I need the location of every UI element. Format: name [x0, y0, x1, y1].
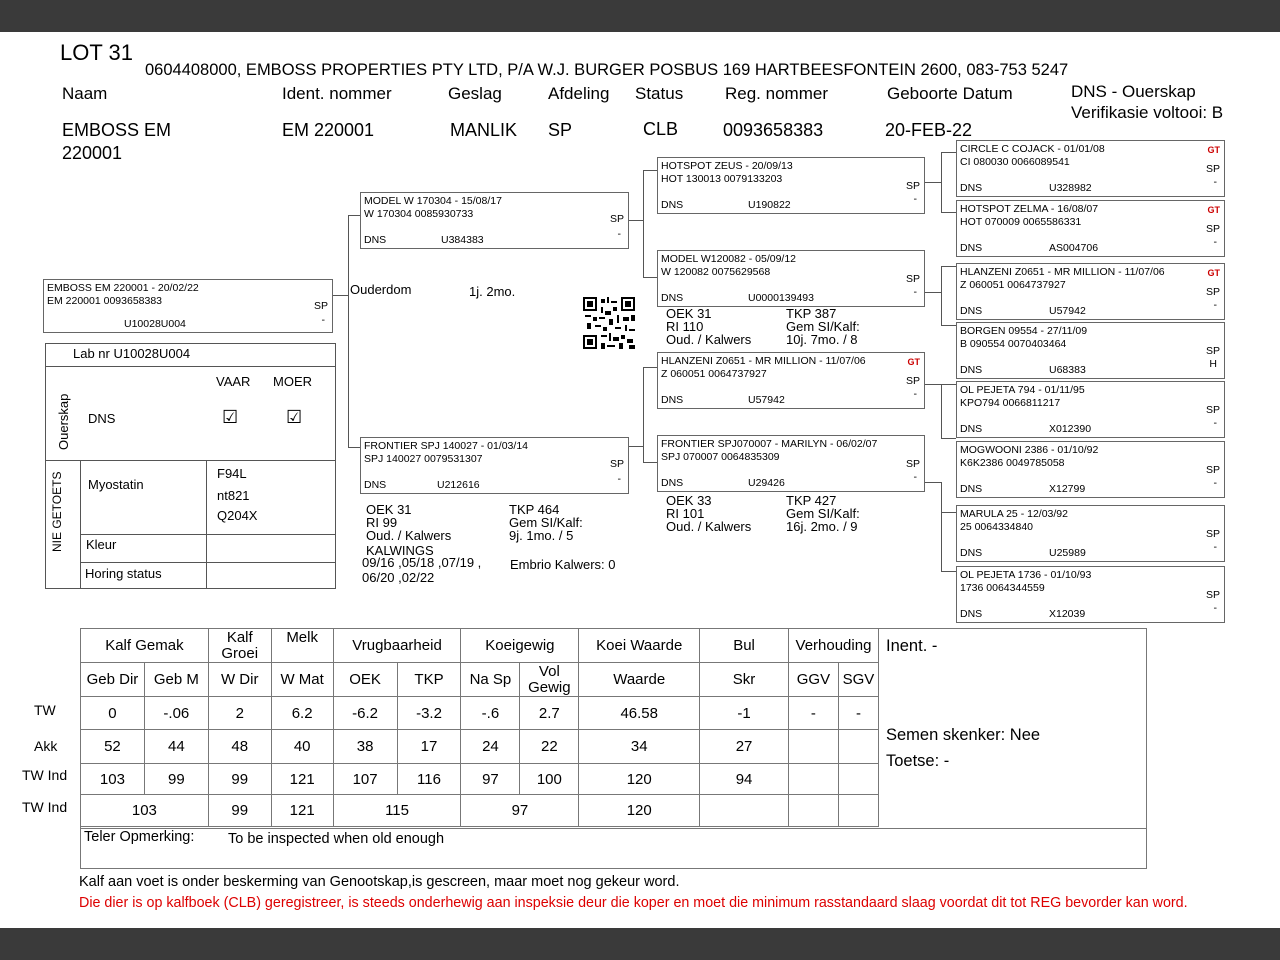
ggp-line-1: BORGEN 09554 - 27/11/09 [960, 325, 1088, 337]
teler-value: To be inspected when old enough [228, 831, 445, 847]
dam-box [360, 437, 629, 494]
dam-line-2: SPJ 140027 0079531307 [364, 453, 483, 465]
row-label-tw-ind: TW Ind [22, 767, 68, 783]
ggp-line-2: KPO794 0066811217 [960, 397, 1061, 409]
connector [348, 447, 360, 448]
dam-code: U212616 [437, 479, 480, 491]
subject-code: U10028U004 [124, 318, 186, 330]
col-geb-m: Geb M [144, 663, 208, 697]
group-koeigewig: Koeigewig [461, 629, 579, 663]
cell: 48 [208, 730, 271, 764]
cell: 97 [461, 795, 579, 827]
gp-sp: SP [905, 375, 920, 387]
sire-dash: - [617, 228, 621, 240]
header-geboorte: Geboorte Datum [887, 84, 1013, 103]
connector [941, 384, 956, 385]
ggp-sp: SP [1205, 286, 1220, 298]
header-status: Status [635, 84, 684, 103]
gp-code: U0000139493 [748, 292, 814, 304]
sire-dns: DNS [364, 234, 387, 246]
gt-logo-icon: GT [1207, 205, 1220, 215]
gp-sp: SP [905, 180, 920, 192]
sire-gem: Gem SI/Kalf: [786, 319, 860, 334]
connector [629, 220, 643, 221]
cell: 94 [700, 764, 789, 795]
gp-line-2: SPJ 070007 0064835309 [661, 451, 780, 463]
ggp-line-1: HOTSPOT ZELMA - 16/08/07 [960, 203, 1099, 215]
dam-ri: RI 99 [366, 515, 398, 530]
dam-dns: DNS [364, 479, 387, 491]
ggp-line-1: HLANZENI Z0651 - MR MILLION - 11/07/06 [960, 266, 1165, 278]
cell [788, 764, 838, 795]
ggp-dash: - [1213, 541, 1217, 553]
subject-sp: SP [313, 300, 328, 312]
dam-gem: Gem SI/Kalf: [509, 515, 583, 530]
connector [925, 482, 941, 483]
ggp-code: U328982 [1049, 182, 1092, 194]
cell: - [788, 697, 838, 730]
cell [788, 795, 838, 827]
animal-naam: EMBOSS EM [62, 120, 172, 140]
ggp-line-2: Z 060051 0064737927 [960, 279, 1066, 291]
ggp-line-1: CIRCLE C COJACK - 01/01/08 [960, 143, 1105, 155]
cell [700, 795, 789, 827]
gp-dash: - [913, 388, 917, 400]
ggp-code: U57942 [1049, 305, 1086, 317]
dam-dash: - [617, 473, 621, 485]
gp-line-1: FRONTIER SPJ070007 - MARILYN - 06/02/07 [661, 438, 878, 450]
ggp-dash: - [1213, 299, 1217, 311]
gp-oek: OEK 33 [666, 493, 712, 508]
gp-dash: - [913, 286, 917, 298]
col-waarde: Waarde [579, 663, 700, 697]
col-gewig: Gewig [528, 678, 571, 696]
sire-oek: OEK 31 [666, 306, 712, 321]
connector [629, 446, 643, 447]
ggp-dash: - [1213, 236, 1217, 248]
gp-dns: DNS [661, 199, 684, 211]
group-kalf: Kalf [226, 628, 253, 646]
cell: 24 [461, 730, 520, 764]
sire-code: U384383 [441, 234, 484, 246]
divider [80, 534, 335, 535]
lab-dns: DNS [88, 411, 116, 426]
dam-line-1: FRONTIER SPJ 140027 - 01/03/14 [364, 440, 528, 452]
gt-logo-icon: GT [1207, 145, 1220, 155]
cell: 40 [271, 730, 333, 764]
verifikasie: Verifikasie voltooi: B [1071, 103, 1224, 122]
connector [643, 367, 644, 463]
table-row-tw-ind-2 [81, 795, 879, 827]
cell: -.06 [144, 697, 208, 730]
ggp-code: U68383 [1049, 364, 1086, 376]
ggp-box [956, 263, 1225, 320]
dns-ouerskap: DNS - Ouerskap [1071, 82, 1196, 101]
animal-naam-2: 220001 [62, 143, 123, 163]
connector [941, 152, 956, 153]
divider [46, 366, 335, 367]
cell: 6.2 [271, 697, 333, 730]
subject-line-1: EMBOSS EM 220001 - 20/02/22 [47, 282, 199, 294]
ggp-box [956, 566, 1225, 623]
sire-box [360, 192, 629, 249]
gp-code: U57942 [748, 394, 785, 406]
ouderdom-label: Ouderdom [350, 282, 412, 297]
gp-line-2: HOT 130013 0079133203 [661, 173, 783, 185]
row-label-akk: Akk [34, 738, 58, 754]
cell: 46.58 [579, 697, 700, 730]
animal-afdeling: SP [548, 120, 573, 140]
toetse: Toetse: - [886, 752, 950, 770]
connector [941, 438, 956, 439]
group-vrugbaarheid: Vrugbaarheid [333, 629, 461, 663]
cell: 120 [579, 795, 700, 827]
group-bul: Bul [700, 629, 789, 663]
group-melk: Melk [271, 629, 333, 663]
lot-number: LOT 31 [60, 40, 133, 65]
cell: 107 [333, 764, 397, 795]
cell: 99 [208, 764, 271, 795]
animal-reg: 0093658383 [723, 120, 824, 140]
gp-gem: Gem SI/Kalf: [786, 506, 860, 521]
header-geslag: Geslag [448, 84, 502, 103]
ouderdom-value: 1j. 2mo. [469, 284, 516, 299]
gp-line-1: HLANZENI Z0651 - MR MILLION - 11/07/06 [661, 355, 866, 367]
dam-embrio: Embrio Kalwers: 0 [510, 557, 616, 572]
row-label-tw-ind-2: TW Ind [22, 799, 68, 815]
group-kalf-groei [208, 629, 271, 663]
ggp-code: U25989 [1049, 547, 1086, 559]
kleur-label: Kleur [86, 537, 117, 552]
gp-dash: - [913, 471, 917, 483]
cell: 99 [208, 795, 271, 827]
group-groei: Groei [221, 644, 259, 662]
cell: 121 [271, 795, 333, 827]
ggp-box [956, 322, 1225, 379]
ggp-sp: SP [1205, 223, 1220, 235]
connector [941, 152, 942, 212]
gp-ri: RI 101 [666, 506, 705, 521]
table-row-tw-ind [81, 764, 879, 795]
group-kalf-gemak: Kalf Gemak [81, 629, 209, 663]
sire-line-1: MODEL W 170304 - 15/08/17 [364, 195, 502, 207]
gp-dash: - [913, 193, 917, 205]
subject-dash: - [321, 314, 325, 326]
cell: 34 [579, 730, 700, 764]
ggp-dns: DNS [960, 547, 983, 559]
ggp-box [956, 381, 1225, 438]
cell: 2.7 [520, 697, 579, 730]
sire-oud-value: 10j. 7mo. / 8 [786, 332, 858, 347]
cell: 22 [520, 730, 579, 764]
connector [925, 384, 941, 385]
ggp-dash: - [1213, 176, 1217, 188]
header-ident: Ident. nommer [282, 84, 392, 103]
cell: 2 [208, 697, 271, 730]
col-sgv: SGV [838, 663, 878, 697]
ggp-dash: - [1213, 602, 1217, 614]
gp-dns: DNS [661, 292, 684, 304]
ggp-dns: DNS [960, 364, 983, 376]
animal-geslag: MANLIK [450, 120, 518, 140]
ggp-dns: DNS [960, 483, 983, 495]
lab-title: Lab nr U10028U004 [73, 346, 191, 361]
gp-line-1: MODEL W120082 - 05/09/12 [661, 253, 797, 265]
ggp-sp: SP [1205, 404, 1220, 416]
cell: 120 [579, 764, 700, 795]
connector [941, 482, 942, 572]
gt-logo-icon: GT [1207, 268, 1220, 278]
epd-table [80, 628, 879, 827]
gt-logo-icon: GT [907, 357, 920, 367]
ggp-code: X012390 [1049, 423, 1092, 435]
cell: - [838, 697, 878, 730]
table-row-akk [81, 730, 879, 764]
dam-oud-value: 9j. 1mo. / 5 [509, 528, 574, 543]
ggp-line-2: K6K2386 0049785058 [960, 457, 1065, 469]
cell: 115 [333, 795, 461, 827]
ggp-sp: SP [1205, 589, 1220, 601]
grandparent-box [657, 157, 925, 214]
divider [206, 460, 207, 588]
ggp-dns: DNS [960, 608, 983, 620]
connector [643, 462, 657, 463]
sire-line-2: W 170304 0085930733 [364, 208, 474, 220]
ggp-code: X12039 [1049, 608, 1086, 620]
dam-oud: Oud. / Kalwers [366, 528, 452, 543]
cell: -3.2 [397, 697, 461, 730]
ggp-box [956, 200, 1225, 257]
col-w-dir: W Dir [208, 663, 271, 697]
divider [80, 460, 81, 588]
ggp-line-2: 1736 0064344559 [960, 582, 1045, 594]
col-skr: Skr [700, 663, 789, 697]
nie-getoets-label: NIE GETOETS [50, 471, 64, 552]
subject-line-2: EM 220001 0093658383 [47, 295, 163, 307]
lab-moer: MOER [273, 374, 312, 389]
group-verhouding: Verhouding [788, 629, 878, 663]
ggp-sp: SP [1205, 528, 1220, 540]
connector [941, 512, 956, 513]
owner-line: 0604408000, EMBOSS PROPERTIES PTY LTD, P/A W.J. BURGER POSBUS 169 HARTBEESFONTEIN 2600, 083-753 5247 [145, 61, 1069, 79]
divider [80, 828, 1147, 829]
connector [941, 384, 942, 439]
animal-ident: EM 220001 [282, 120, 375, 140]
col-ggv: GGV [788, 663, 838, 697]
sire-oud: Oud. / Kalwers [666, 332, 752, 347]
table-row-tw [81, 697, 879, 730]
ggp-line-1: MARULA 25 - 12/03/92 [960, 508, 1068, 520]
ggp-code: AS004706 [1049, 242, 1099, 254]
connector [333, 295, 349, 296]
connector [643, 170, 657, 171]
col-geb-dir: Geb Dir [81, 663, 145, 697]
qr-code [583, 297, 635, 349]
ggp-dns: DNS [960, 242, 983, 254]
gp-sp: SP [905, 273, 920, 285]
gp-line-2: W 120082 0075629568 [661, 266, 771, 278]
col-vol: Vol [538, 662, 560, 680]
connector [348, 215, 360, 216]
row-label-tw: TW [34, 702, 56, 718]
sire-sp: SP [609, 213, 624, 225]
connector [941, 212, 956, 213]
gp-code: U29426 [748, 477, 785, 489]
cell: 0 [81, 697, 145, 730]
cell: -.6 [461, 697, 520, 730]
header-afdeling: Afdeling [548, 84, 610, 103]
connector [941, 325, 956, 326]
dam-kalwings-2: 06/20 ,02/22 [362, 570, 435, 585]
divider [46, 460, 335, 461]
connector [348, 215, 349, 448]
myostatin-nt821: nt821 [217, 488, 250, 503]
gp-oud: Oud. / Kalwers [666, 519, 752, 534]
cell: 97 [461, 764, 520, 795]
cell: -1 [700, 697, 789, 730]
col-vol-gewig [520, 663, 579, 697]
connector [941, 266, 956, 267]
gp-line-1: HOTSPOT ZEUS - 20/09/13 [661, 160, 793, 172]
dam-kalwings-1: 09/16 ,05/18 ,07/19 , [362, 555, 482, 570]
cell: 116 [397, 764, 461, 795]
myostatin-label: Myostatin [88, 477, 144, 492]
col-oek: OEK [333, 663, 397, 697]
footer-note: Kalf aan voet is onder beskerming van Genootskap,is gescreen, maar moet nog gekeur word. [79, 874, 680, 890]
gp-tkp: TKP 427 [786, 493, 837, 508]
connector [925, 182, 941, 183]
header-reg: Reg. nommer [725, 84, 828, 103]
lab-vaar: VAAR [216, 374, 251, 389]
ggp-line-2: 25 0064334840 [960, 521, 1033, 533]
dam-oek: OEK 31 [366, 502, 412, 517]
teler-label: Teler Opmerking: [84, 829, 195, 845]
gp-code: U190822 [748, 199, 791, 211]
cell [838, 795, 878, 827]
subject-pedigree-box [43, 279, 333, 333]
dam-tkp: TKP 464 [509, 502, 560, 517]
cell [838, 730, 878, 764]
ggp-dash: - [1213, 417, 1217, 429]
gp-sp: SP [905, 458, 920, 470]
ggp-dns: DNS [960, 305, 983, 317]
lot-card [0, 32, 1280, 928]
ggp-dash: H [1209, 358, 1217, 370]
gp-line-2: Z 060051 0064737927 [661, 368, 767, 380]
moer-check-icon: ☑ [286, 407, 303, 427]
ouerskap-label: Ouerskap [56, 393, 71, 450]
grandparent-box [657, 352, 925, 409]
connector [643, 367, 657, 368]
gp-oud-value: 16j. 2mo. / 9 [786, 519, 858, 534]
ggp-dns: DNS [960, 423, 983, 435]
vaar-check-icon: ☑ [222, 407, 239, 427]
gp-dns: DNS [661, 394, 684, 406]
ggp-dash: - [1213, 477, 1217, 489]
animal-geboorte: 20-FEB-22 [885, 120, 973, 140]
col-na-sp: Na Sp [461, 663, 520, 697]
ggp-line-2: HOT 070009 0065586331 [960, 216, 1082, 228]
cell: 17 [397, 730, 461, 764]
grandparent-box [657, 435, 925, 492]
animal-status: CLB [643, 119, 679, 139]
sire-tkp: TKP 387 [786, 306, 837, 321]
ggp-code: X12799 [1049, 483, 1086, 495]
cell: 103 [81, 795, 209, 827]
cell [788, 730, 838, 764]
cell: 99 [144, 764, 208, 795]
cell: 44 [144, 730, 208, 764]
grandparent-box [657, 250, 925, 307]
col-tkp: TKP [397, 663, 461, 697]
ggp-line-1: OL PEJETA 1736 - 01/10/93 [960, 569, 1092, 581]
lab-box [45, 343, 336, 589]
connector [925, 292, 941, 293]
cell: -6.2 [333, 697, 397, 730]
ggp-box [956, 441, 1225, 498]
ggp-box [956, 140, 1225, 197]
group-koei-waarde: Koei Waarde [579, 629, 700, 663]
ggp-sp: SP [1205, 464, 1220, 476]
horing-label: Horing status [85, 566, 162, 581]
inent: Inent. - [886, 637, 938, 655]
connector [643, 170, 644, 278]
ggp-line-2: CI 080030 0066089541 [960, 156, 1070, 168]
ggp-line-1: MOGWOONI 2386 - 01/10/92 [960, 444, 1099, 456]
cell: 52 [81, 730, 145, 764]
ggp-box [956, 505, 1225, 562]
connector [941, 266, 942, 326]
connector [643, 277, 657, 278]
ggp-line-1: OL PEJETA 794 - 01/11/95 [960, 384, 1085, 396]
ggp-line-2: B 090554 0070403464 [960, 338, 1067, 350]
sire-ri: RI 110 [666, 319, 704, 334]
connector [941, 571, 956, 572]
ggp-sp: SP [1205, 163, 1220, 175]
cell: 38 [333, 730, 397, 764]
myostatin-f94l: F94L [217, 466, 247, 481]
dam-sp: SP [609, 458, 624, 470]
gp-dns: DNS [661, 477, 684, 489]
ggp-dns: DNS [960, 182, 983, 194]
cell: 121 [271, 764, 333, 795]
dam-kalwings: KALWINGS [366, 543, 434, 558]
semen-skenker: Semen skenker: Nee [886, 726, 1041, 744]
footer-warning: Die dier is op kalfboek (CLB) geregistreer, is steeds onderhewig aan inspeksie deur die koper en moet die minimum rasstandaard slaag voordat dit tot REG bevorder kan word. [79, 895, 1188, 911]
col-w-mat: W Mat [271, 663, 333, 697]
cell: 100 [520, 764, 579, 795]
header-naam: Naam [62, 84, 108, 103]
divider [80, 562, 335, 563]
myostatin-q204x: Q204X [217, 508, 258, 523]
cell [838, 764, 878, 795]
cell: 103 [81, 764, 145, 795]
ggp-sp: SP [1205, 345, 1220, 357]
cell: 27 [700, 730, 789, 764]
